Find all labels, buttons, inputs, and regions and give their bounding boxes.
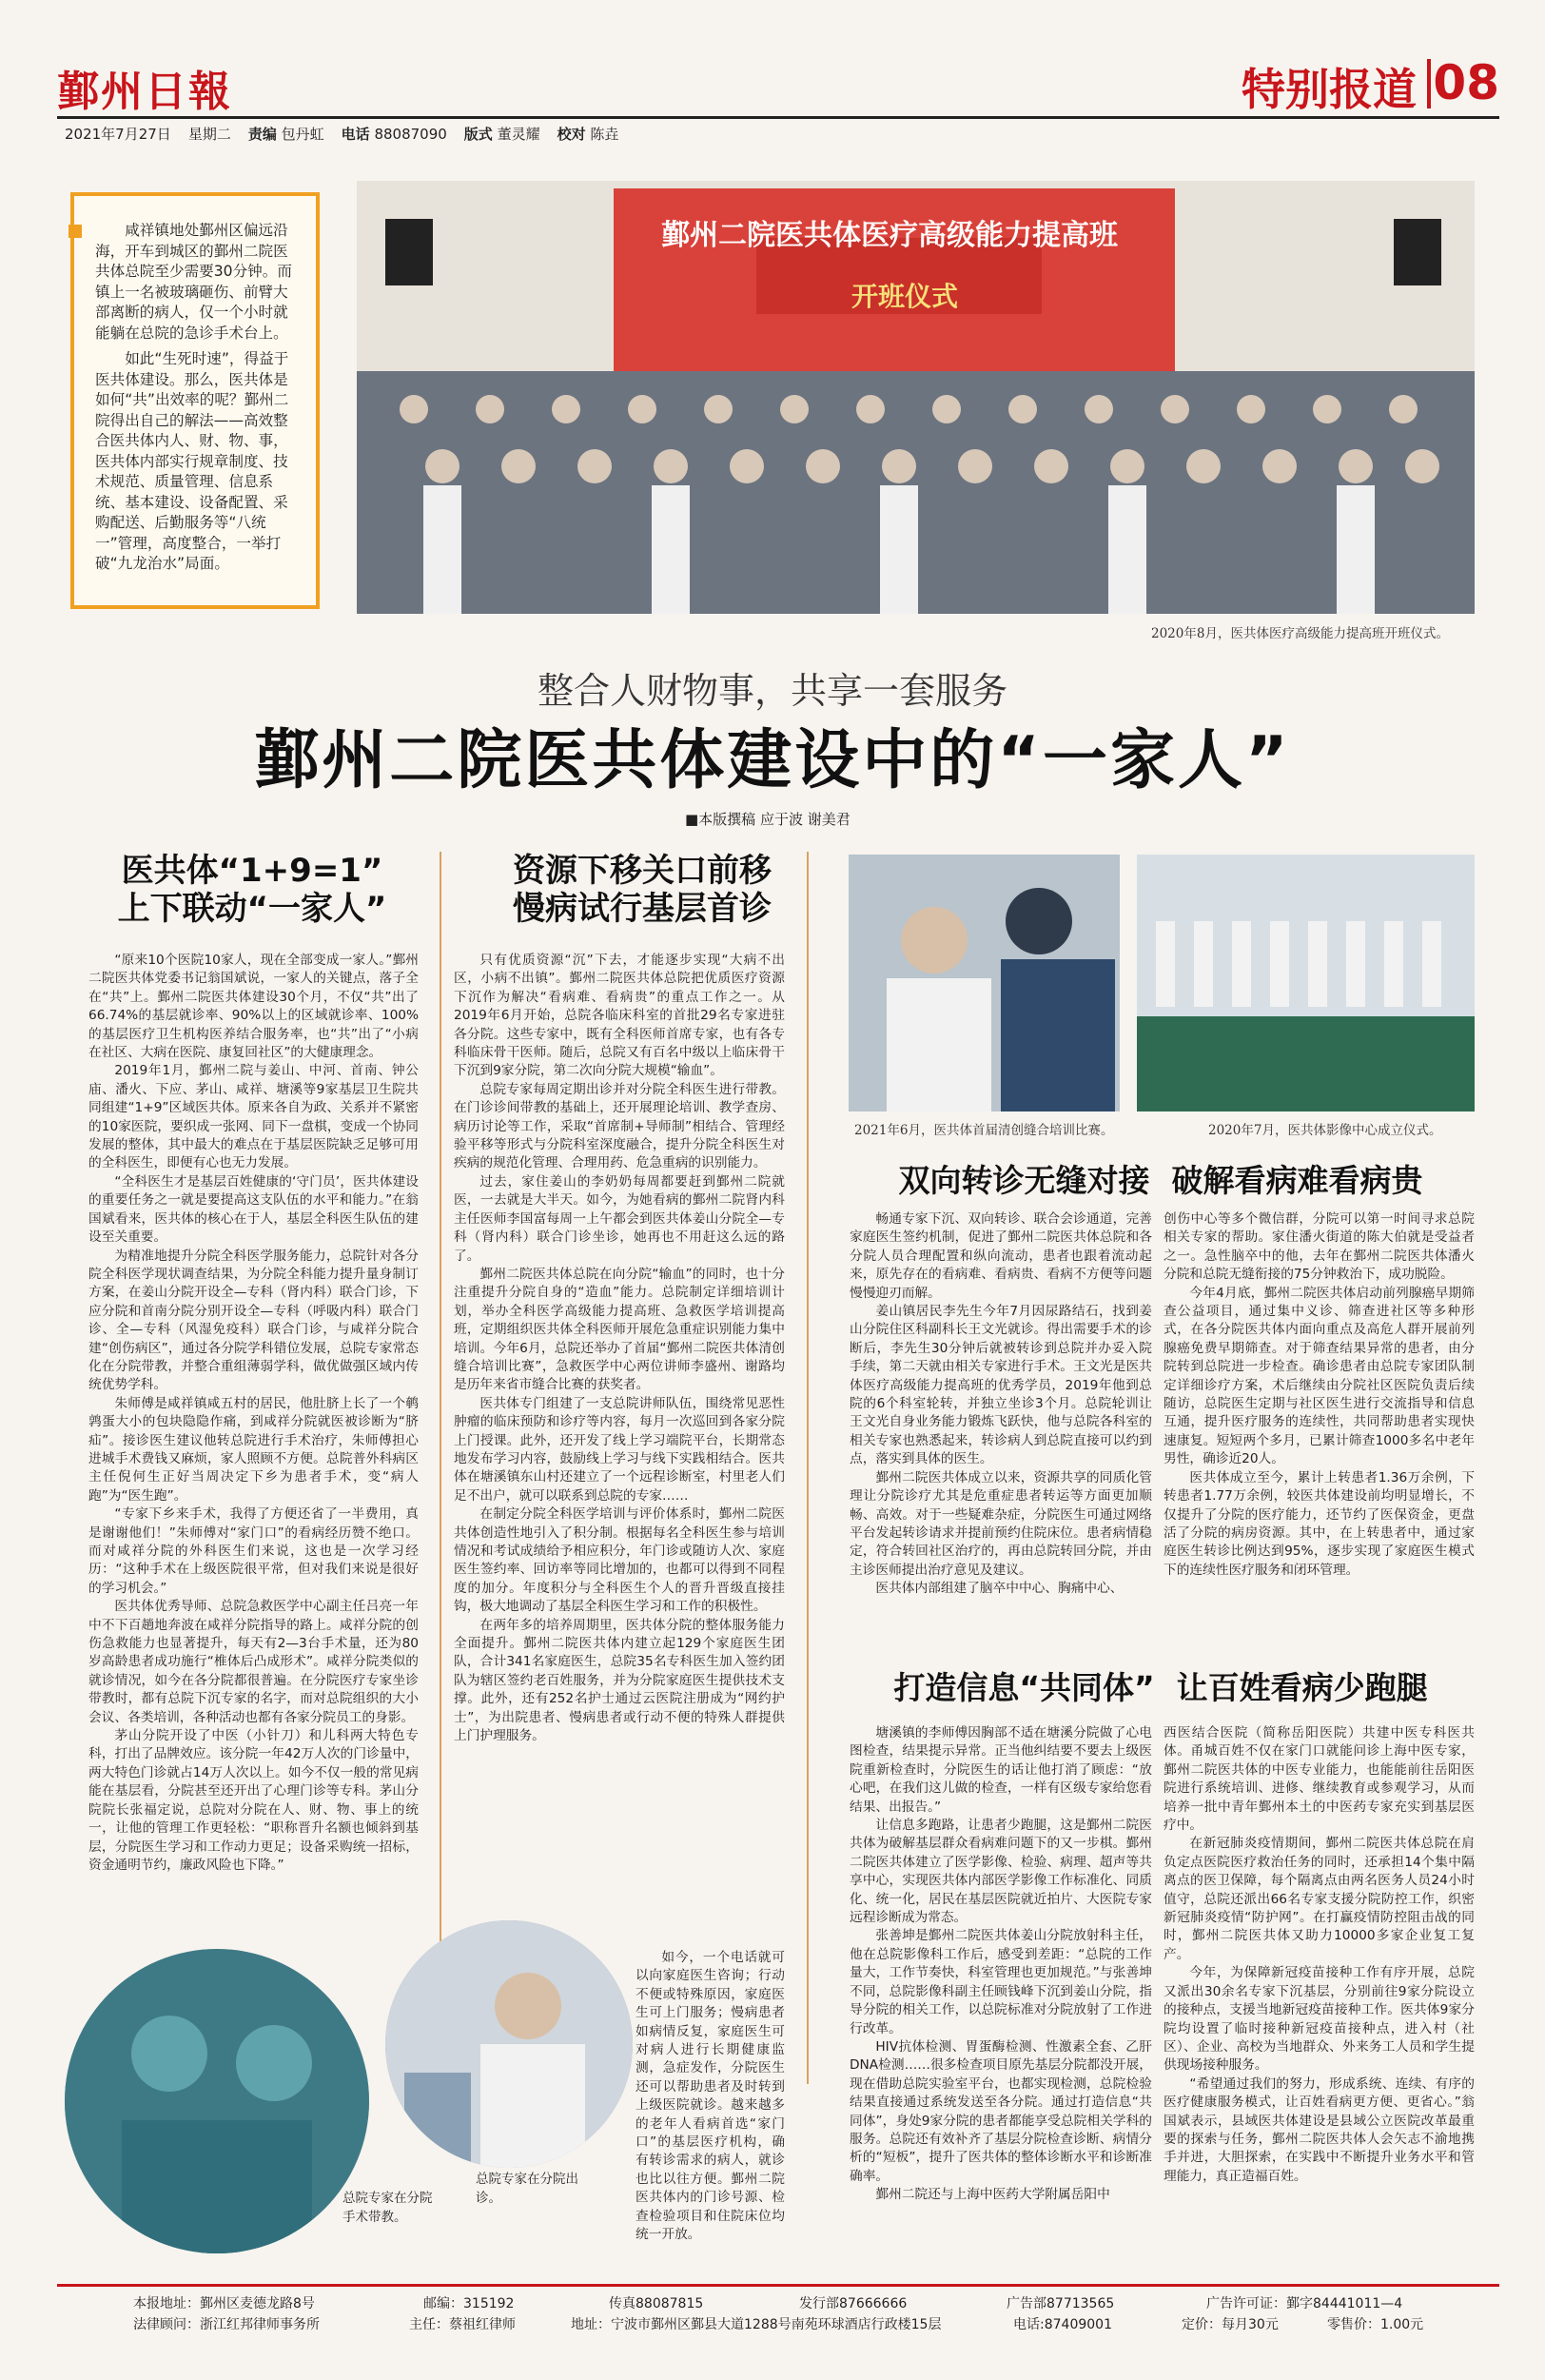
footer-retail-price: 零售价：1.00元	[1327, 2317, 1424, 2332]
footer-distribution: 发行部87666666	[799, 2296, 908, 2311]
section-heading-2	[457, 852, 828, 928]
phone-number: 88087090	[374, 126, 447, 143]
clinic-photo	[385, 1920, 633, 2168]
paragraph: “专家下乡来手术，我得了方便还省了一半费用，真是谢谢他们！”朱师傅对“家门口”的看病经历赞不绝口。而对咸祥分院的外科医生们来说，这也是一次学习经历：“这种手术在上级医院很平常，但对我们来说是很好的学习机会。”	[88, 1506, 419, 1596]
lead-paragraph: 如此“生死时速”，得益于医共体建设。那么，医共体是如何“共”出效率的呢？鄞州二院得出自己的解法——高效整合医共体内人、财、物、事，医共体内部实行规章制度、技术规范、质量管理、信息系统、基本建设、设备配置、采购配送、后勤服务等“八统一”管理，高度整合，一举打破“九龙治水”局面。	[95, 350, 289, 572]
column-3-right-text	[1164, 1210, 1475, 1580]
footer-price: 定价：每月30元	[1182, 2317, 1279, 2332]
photo-caption: 2020年8月，医共体医疗高级能力提高班开班仪式。	[1151, 626, 1449, 641]
section-title: 特别报道	[1242, 64, 1417, 115]
heading-line: 慢病试行基层首诊	[513, 890, 772, 928]
issue-weekday: 星期二	[187, 126, 231, 143]
layout-label: 版式	[463, 126, 493, 143]
column-4-right-text	[1164, 1724, 1475, 2186]
training-photo-illustration	[849, 855, 1120, 1111]
article-byline: ■本版撰稿 应于波 谢美君	[685, 811, 851, 828]
paragraph: 今年，为保障新冠疫苗接种工作有序开展，总院又派出30余名专家下沉基层，分别前往9家分院设立的接种点，支援当地新冠疫苗接种工作。医共体9家分院均设置了临时接种新冠疫苗接种点，进入村（社区）、企业、高校为当地群众、外来务工人员和学生提供现场接种服务。	[1164, 1965, 1475, 2074]
imaging-center-photo	[1137, 855, 1475, 1111]
paragraph: 创伤中心等多个微信群，分院可以第一时间寻求总院相关专家的帮助。家住潘火街道的陈大伯就是受益者之一。急性脑卒中的他，去年在鄞州二院医共体潘火分院和总院无缝衔接的75分钟救治下，成功脱险。	[1164, 1211, 1475, 1283]
issue-date: 2021年7月27日	[65, 126, 171, 143]
photo-banner-text: 开班仪式	[851, 281, 959, 312]
surgery-photo-illustration	[65, 1949, 369, 2253]
paragraph: “原来10个医院10家人，现在全部变成一家人。”鄞州二院医共体党委书记翁国斌说，一家人的关键点，落子全在“共”上。鄞州二院医共体建设30个月，不仅“共”出了66.74%的基层就诊率、90%以上的区域就诊率、100%的基层医疗卫生机构医养结合服务率，也“共”出了“小病在社区、大病在医院、康复回社区”的大健康理念。	[88, 953, 419, 1061]
article-kicker: 整合人财物事，共享一套服务	[537, 670, 1007, 712]
section-heading-3: 双向转诊无缝对接 破解看病难看病贵	[898, 1162, 1423, 1199]
paragraph: 鄞州二院还与上海中医药大学附属岳阳中	[875, 2187, 1110, 2203]
paragraph: 医共体成立至今，累计上转患者1.36万余例，下转患者1.77万余例，较医共体建设前均明显增长，不仅提升了分院的医疗能力，还节约了医保资金，更盘活了分院的病房资源。其中，在上转患者中，通过家庭医生转诊比例达到95%，逐步实现了家庭医生模式下的连续性医疗服务和闭环管理。	[1164, 1469, 1475, 1578]
paragraph: 如今，一个电话就可以向家庭医生咨询；行动不便或特殊原因，家庭医生可上门服务；慢病患者如病情反复，家庭医生可对病人进行长期健康监测，急症发作，分院医生还可以帮助患者及时转到上级医院就诊。越来越多的老年人看病首选“家门口”的基层医疗机构，确有转诊需求的病人，就诊也比以往方便。鄞州二院医共体内的门诊号源、检查检验项目和住院床位均统一开放。	[636, 1950, 785, 2243]
footer-chief: 主任：蔡祖红律师	[409, 2317, 516, 2332]
photo-caption: 2021年6月，医共体首届清创缝合培训比赛。	[854, 1123, 1114, 1138]
footer-legal: 法律顾问：浙江红邦律师事务所	[133, 2317, 320, 2332]
paragraph: “全科医生才是基层百姓健康的‘守门员’，医共体建设的重要任务之一就是要提高这支队伍的水平和能力。”在翁国斌看来，医共体的核心在于人，基层全科医生队伍的建设至关重要。	[88, 1173, 419, 1246]
paragraph: 今年4月底，鄞州二院医共体启动前列腺癌早期筛查公益项目，通过集中义诊、筛查进社区等多种形式，在各分院医共体内面向重点及高危人群开展前列腺癌免费早期筛查。对于筛查结果异常的患者，由分院转到总院进一步检查。确诊患者由总院专家团队制定详细诊疗方案，术后继续由分院社区医院负责后续随访，总院医生定期与社区医生进行交流指导和信息互通，提升医疗服务的连续性，共同帮助患者实现快速康复。短短两个多月，已累计筛查1000多名中老年男性，确诊近20人。	[1164, 1285, 1475, 1467]
paragraph: 鄞州二院医共体总院在向分院“输血”的同时，也十分注重提升分院自身的“造血”能力。总院制定详细培训计划，举办全科医学高级能力提高班、急救医学培训提高班，定期组织医共体全科医师开展危急重症识别能力集中培训。今年6月，总院还举办了首届“鄞州二院医共体清创缝合培训比赛”，急救医学中心两位讲师李盛州、谢路均是历年来省市缝合比赛的获奖者。	[454, 1266, 785, 1393]
paragraph: 茅山分院开设了中医（小针刀）和儿科两大特色专科，打出了品牌效应。该分院一年42万人次的门诊量中，两大特色门诊就占14万人次以上。如今不仅一般的常见病能在基层看，分院甚至还开出了心理门诊等专科。茅山分院院长张福定说，总院对分院在人、财、物、事上的统一，让他的管理工作更轻松：“职称晋升名额也倾斜到基层，分院医生学习和工作动力更足；设备采购统一招标，资金通明节约，廉政风险也下降。”	[88, 1728, 419, 1873]
footer-phone: 电话:87409001	[1013, 2317, 1112, 2332]
paragraph: HIV抗体检测、胃蛋酶检测、性激素全套、乙肝DNA检测……很多检查项目原先基层分院都没开展，现在借助总院实验室平台，也都实现检测，总院检验结果直接通过系统发送至各分院。通过打造信息“共同体”，身处9家分院的患者都能享受总院相关学科的服务。总院还有效补齐了基层分院检查诊断、病情分析的“短板”，提升了医共体的整体诊断水平和诊断准确率。	[850, 2038, 1152, 2184]
footer-license: 广告许可证：鄞字84441011—4	[1206, 2296, 1403, 2311]
section-heading-4: 打造信息“共同体” 让百姓看病少跑腿	[893, 1669, 1428, 1706]
footer-print-address: 地址：宁波市鄞州区鄞县大道1288号南苑环球酒店行政楼15层	[571, 2317, 942, 2332]
heading-line: 资源下移关口前移	[513, 852, 772, 890]
paragraph: 过去，家住姜山的李奶奶每周都要赶到鄞州二院就医，一去就是大半天。如今，为她看病的鄞州二院肾内科主任医师李国富每周一上午都会到医共体姜山分院全—专科（肾内科）联合门诊坐诊，她再也不用赶这么远的路了。	[454, 1173, 785, 1264]
heading-line: 上下联动“一家人”	[117, 890, 387, 928]
column-1-text	[88, 952, 419, 1875]
lead-paragraph: 咸祥镇地处鄞州区偏远沿海，开车到城区的鄞州二院医共体总院至少需要30分钟。而镇上一名被玻璃砸伤、前臂大部离断的病人，仅一个小时就能躺在总院的急诊手术台上。	[95, 222, 292, 342]
paragraph: 在新冠肺炎疫情期间，鄞州二院医共体总院在肩负定点医院医疗救治任务的同时，还承担14个集中隔离点的医卫保障，每个隔离点由两名医务人员24小时值守，总院还派出66名专家支援分院防控工作，织密新冠肺炎疫情“防护网”。在打赢疫情防控阻击战的同时，鄞州二院医共体又助力10000多家企业复工复产。	[1164, 1836, 1475, 1962]
paragraph: 只有优质资源“沉”下去，才能逐步实现“大病不出区，小病不出镇”。鄞州二院医共体总院把优质医疗资源下沉作为解决“看病难、看病贵”的重点工作之一。从2019年6月开始，总院各临床科室的首批29名专家进驻各分院。这些专家中，既有全科医师首席专家，也有各专科临床骨干医师。随后，总院又有百名中级以上临床骨干下沉到9家分院，第二次向分院大规模“输血”。	[454, 953, 785, 1079]
newspaper-logo: 鄞州日報	[57, 68, 232, 116]
footer-address: 本报地址：鄞州区麦德龙路8号	[133, 2296, 315, 2311]
proof-label: 校对	[557, 126, 586, 143]
paragraph: 总院专家每周定期出诊并对分院全科医生进行带教。在门诊诊间带教的基础上，还开展理论培训、教学查房、病历讨论等工作，采取“首席制+导师制”相结合、管理经验平移等形式与分院科室深度融合，提升分院全科医生对疾病的规范化管理、合理用药、危急重病的识别能力。	[454, 1081, 785, 1171]
page-number: 08	[1433, 55, 1499, 110]
paragraph: 姜山镇居民李先生今年7月因尿路结石，找到姜山分院住区科副科长王文光就诊。得出需要手术的诊断后，李先生30分钟后就被转诊到总院并办妥入院手续，第二天就由相关专家进行手术。王文光是医共体医疗高级能力提高班的优秀学员，2019年他到总院的6个科室轮转，并独立坐诊3个月。总院轮训让王文光自身业务能力锻炼飞跃快，他与总院各科室的相关专家也熟悉起来，转诊病人到总院直接可以约到点，落实到具体的医生。	[850, 1304, 1152, 1467]
paragraph: 医共体专门组建了一支总院讲师队伍，围绕常见恶性肿瘤的临床预防和诊疗等内容，每月一次巡回到各家分院上门授课。此外，还开发了线上学习端院平台，长期常态地发布学习内容，鼓励线上学习与线下实践相结合。医共体在塘溪镇东山村还建立了一个远程诊断室，村里老人们足不出户，就可以联系到总院的专家……	[454, 1395, 785, 1504]
column-divider	[807, 852, 809, 2084]
surgery-photo	[65, 1949, 369, 2253]
photo-caption: 2020年7月，医共体影像中心成立仪式。	[1208, 1123, 1442, 1138]
column-divider	[440, 852, 441, 2084]
editor-name: 包丹虹	[281, 126, 324, 143]
paragraph: 张善坤是鄞州二院医共体姜山分院放射科主任，他在总院影像科工作后，感受到差距：“总院的工作量大，工作节奏快，科室管理也更加规范。”与张善坤不同，总院影像科副主任顾钱峰下沉到姜山分院，指导分院的相关工作，以总院标准对分院放射了工作进行改革。	[850, 1928, 1152, 2036]
footer-rule	[57, 2284, 1499, 2287]
paragraph: 朱师傅是咸祥镇咸五村的居民，他肚脐上长了一个鹌鹑蛋大小的包块隐隐作痛，到咸祥分院就医被诊断为“脐疝”。接诊医生建议他转总院进行手术治疗，朱师傅担心进城手术费钱又麻烦，家人照顾不方便。总院普外科病区主任倪何生正好当周决定下乡为患者手术，变“病人跑”为“医生跑”。	[88, 1395, 419, 1504]
footer-fax: 传真88087815	[609, 2296, 704, 2311]
paragraph: 在两年多的培养周期里，医共体分院的整体服务能力全面提升。鄞州二院医共体内建立起129个家庭医生团队，合计341名家庭医生，总院35名专科医生加入签约团队为辖区签约老百姓服务，并为分院家庭医生提供技术支撑。此外，还有252名护士通过云医院注册成为“网约护士”，为出院患者、慢病患者或行动不便的特殊人群提供上门护理服务。	[454, 1617, 785, 1744]
paragraph: 在制定分院全科医学培训与评价体系时，鄞州二院医共体创造性地引入了积分制。根据每名全科医生参与培训情况和考试成绩给予相应积分，年门诊或随访人次、家庭医生签约率、回访率等同比增加的，也都可以得到不同程度的加分。年度积分与全科医生个人的晋升晋级直接挂钩，极大地调动了基层全科医生学习和工作的积极性。	[454, 1506, 785, 1615]
lead-marker-icon	[68, 225, 82, 238]
paragraph: 让信息多跑路，让患者少跑腿，这是鄞州二院医共体为破解基层群众看病难问题下的又一步棋。鄞州二院医共体建立了医学影像、检验、病理、超声等共享中心，实现医共体内部医学影像工作标准化、同质化、统一化，居民在基层医院就近拍片、大医院专家远程诊断成为常态。	[850, 1818, 1152, 1926]
column-4-left-text	[850, 1724, 1152, 2205]
header-divider	[1427, 59, 1431, 108]
paragraph: 为精准地提升分院全科医学服务能力，总院针对各分院全科医学现状调查结果，为分院全科能力提升量身制订方案，在姜山分院开设全—专科（肾内科）联合门诊，下应分院和首南分院分别开设全—专科（呼吸内科）联合门诊、全—专科（风湿免疫科）联合门诊，与咸祥分院合建“创伤病区”，通过各分院学科错位发展，总院专家常态化在分院带教，并整合重组薄弱学科，做优做强区域内传统优势学科。	[88, 1248, 419, 1393]
paragraph: 医共体内部组建了脑卒中中心、胸痛中心、	[875, 1581, 1124, 1597]
photo-caption: 总院专家在分院出诊。	[476, 2172, 578, 2206]
imaging-center-photo-illustration	[1137, 855, 1475, 1111]
header-rule	[57, 116, 1499, 119]
paragraph: 畅通专家下沉、双向转诊、联合会诊通道，完善家庭医生签约机制，促进了鄞州二院医共体总院和各分院人员合理配置和纵向流动，患者也跟着流动起来，原先存在的看病难、看病贵、看病不方便等问题慢慢迎刃而解。	[850, 1211, 1152, 1301]
paragraph: 西医结合医院（简称岳阳医院）共建中医专科医共体。甬城百姓不仅在家门口就能问诊上海中医专家，鄞州二院医共体的中医专业能力，也能能前往岳阳医院进行系统培训、进修、继续教育或参观学习，从而培养一批中青年鄞州本土的中医药专家充实到基层医疗中。	[1164, 1725, 1475, 1834]
layout-name: 董灵耀	[497, 126, 540, 143]
photo-caption: 总院专家在分院手术带教。	[342, 2191, 433, 2225]
footer-ad-dept: 广告部87713565	[1007, 2296, 1115, 2311]
paragraph: 医共体优秀导师、总院急救医学中心副主任吕亮一年中不下百趟地奔波在咸祥分院指导的路上。咸祥分院的创伤急救能力也显著提升，每天有2—3台手术量，还为80岁高龄患者成功施行“椎体后凸成形术”。咸祥分院类似的就诊情况，如今在各分院都很普遍。在分院医疗专家坐诊带教时，都有总院下沉专家的名字，而对总院组织的大小会议、各类培训，各种活动也都有各家分院员工的身影。	[88, 1599, 419, 1725]
paragraph: 2019年1月，鄞州二院与姜山、中河、首南、钟公庙、潘火、下应、茅山、咸祥、塘溪等9家基层卫生院共同组建“1+9”区域医共体。原来各自为政、关系并不紧密的10家医院，要织成一张网、同下一盘棋，变成一个协同发展的整体，其中最大的难点在于基层医院缺乏足够可用的全科医生，即便有心也无力发展。	[88, 1063, 419, 1171]
paragraph: “希望通过我们的努力，形成系统、连续、有序的医疗健康服务模式，让百姓看病更方便、更省心。”翁国斌表示，县域医共体建设是县域公立医院改革最重要的探索与任务，鄞州二院医共体人会矢志不渝地携手并进，大胆探索，在实践中不断提升业务水平和管理能力，真正造福百姓。	[1164, 2075, 1475, 2184]
editor-label: 责编	[247, 126, 277, 143]
heading-line: 医共体“1+9=1”	[121, 852, 383, 890]
column-2-text	[454, 952, 785, 1745]
column-3-left-text	[850, 1210, 1152, 1599]
column-2-text-tail	[636, 1949, 785, 2245]
paragraph: 鄞州二院医共体成立以来，资源共享的同质化管理让分院诊疗尤其是危重症患者转运等方面更加顺畅、高效。对于一些疑难杂症，分院医生可通过网络平台发起转诊请求并提前预约住院床位。患者病情稳定，符合转回社区治疗的，再由总院转回分院，并由主诊医师提出治疗意见及建议。	[850, 1469, 1152, 1578]
clinic-photo-illustration	[385, 1920, 633, 2168]
photo-banner-text: 鄞州二院医共体医疗高级能力提高班	[661, 219, 1118, 252]
article-title: 鄞州二院医共体建设中的“一家人”	[254, 723, 1291, 798]
phone-label: 电话	[341, 126, 370, 143]
issue-meta	[65, 124, 618, 144]
paragraph: 塘溪镇的李师傅因胸部不适在塘溪分院做了心电图检查，结果提示异常。正当他纠结要不要去上级医院重新检查时，分院医生的话让他打消了顾虑：“放心吧，在我们这儿做的检查，一样有区级专家给您看结果、出报告。”	[850, 1725, 1152, 1815]
proof-name: 陈垚	[590, 126, 619, 143]
training-photo	[849, 855, 1120, 1111]
footer-postcode: 邮编：315192	[423, 2296, 515, 2311]
lead-box	[70, 192, 320, 609]
section-heading-1	[90, 852, 414, 928]
group-photo	[357, 181, 1475, 614]
